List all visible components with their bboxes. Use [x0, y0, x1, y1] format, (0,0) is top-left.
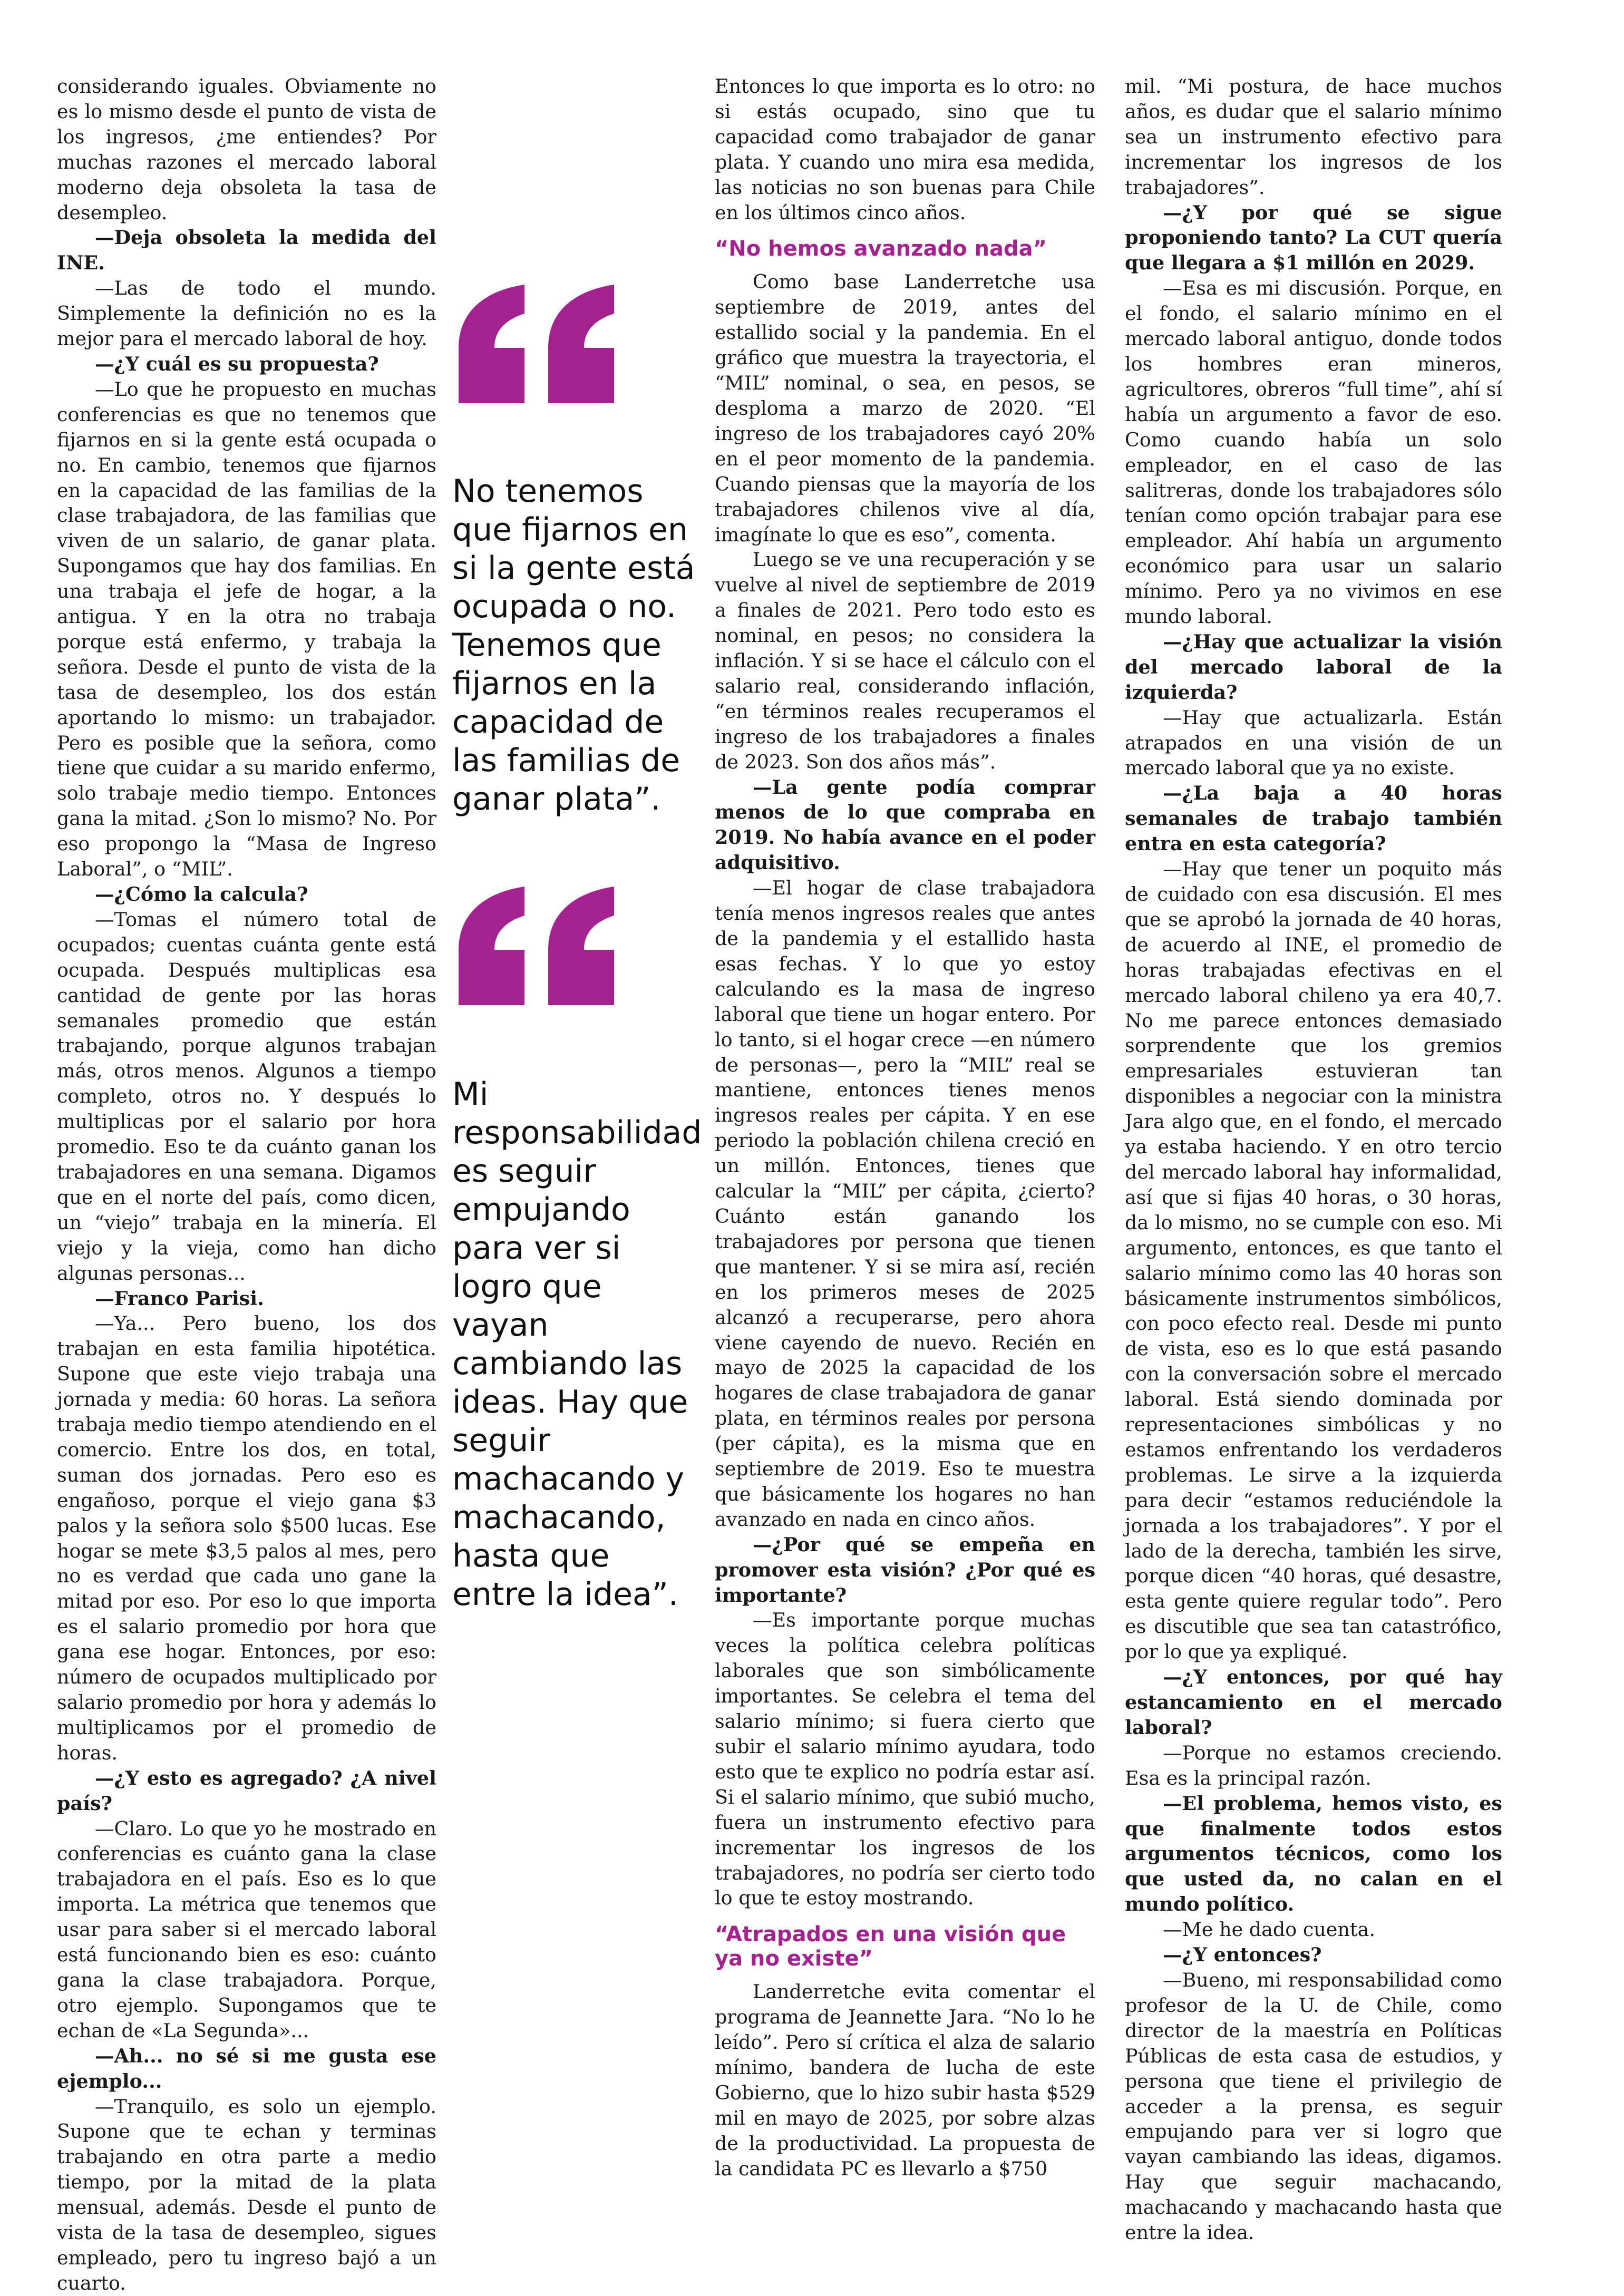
- interview-answer: —Porque no estamos creciendo. Esa es la principal razón.: [1125, 1741, 1502, 1789]
- interview-answer: —Hay que actualizarla. Están atrapados en una visión de un mercado laboral que ya no existe.: [1125, 706, 1502, 780]
- interview-answer: —Hay que tener un poquito más de cuidado con esa discusión. El mes que se aprobó la jornada de 40 horas, de acuerdo al INE, el promedio de horas trabajadas efectivas en el mercado laboral chileno ya era 40,7. No me parece entonces demasiado sorprendente que los gremios empresariales estuvieran tan disponibles a negociar con la ministra Jara algo que, en el fondo, el mercado ya estaba haciendo. Y en otro tercio del mercado laboral hay informalidad, así que si fijas 40 horas, o 30 horas, da lo mismo, no se cumple con eso. Mi argumento, entonces, es que tanto el salario mínimo como las 40 horas son básicamente instrumentos simbólicos, con poco efecto real. Desde mi punto de vista, eso es lo que está pasando con la conversación sobre el mercado laboral. Está siendo dominada por representaciones simbólicas y no estamos enfrentando los verdaderos problemas. Le sirve a la izquierda para decir “estamos reduciéndole la jornada a los trabajadores”. Y por el lado de la derecha, también les sirve, porque dicen “40 horas, qué desastre, esta gente quiere regular todo”. Pero es discutible que sea tan catastrófico, por lo que ya expliqué.: [1125, 858, 1502, 1663]
- section-subhead: “No hemos avanzado nada”: [715, 237, 1047, 261]
- interview-answer: —Me he dado cuenta.: [1163, 1918, 1375, 1941]
- interview-question: —¿Y cuál es su propuesta?: [95, 352, 379, 375]
- article-column-2: [715, 74, 1095, 2182]
- interview-answer: —Lo que he propuesto en muchas conferencias es que no tenemos que fijarnos en si la gente está ocupada o no. En cambio, tenemos que fijarnos en la capacidad de las familias de la clase trabajadora, de las familias que viven de un salario, de ganar plata. Supongamos que hay dos familias. En una trabaja el jefe de hogar, a la antigua. Y en la otra no trabaja porque está enfermo, y trabaja la señora. Desde el punto de vista de la tasa de desempleo, los dos están aportando lo mismo: un trabajador. Pero es posible que la señora, como tiene que cuidar a su marido enfermo, solo trabaje medio tiempo. Entonces gana la mitad. ¿Son lo mismo? No. Por eso propongo la “Masa de Ingreso Laboral”, o “MIL”.: [57, 377, 436, 881]
- interview-question: —Ah... no sé si me gusta ese ejemplo...: [57, 2044, 436, 2093]
- interview-question: —¿Hay que actualizar la visión del mercado laboral de la izquierda?: [1125, 630, 1502, 704]
- interview-question: —¿Y por qué se sigue proponiendo tanto? La CUT quería que llegara a $1 millón en 2029.: [1125, 201, 1502, 275]
- interview-question: —¿Cómo la calcula?: [95, 883, 308, 906]
- paragraph: Luego se ve una recuperación y se vuelve al nivel de septiembre de 2019 a finales de 2021. Pero todo esto es nominal, en pesos; no considera la inflación. Y si se hace el cálculo con el salario real, considerando inflación, “en términos reales recuperamos el ingreso de los trabajadores a finales de 2023. Son dos años más”.: [715, 548, 1095, 773]
- interview-answer: —Bueno, mi responsabilidad como profesor de la U. de Chile, como director de la maestría en Políticas Públicas de esta casa de estudios, y persona que tiene el privilegio de acceder a la prensa, es seguir empujando para ver si logro que vayan cambiando las ideas, digamos. Hay que seguir machacando, machacando y machacando hasta que entre la idea.: [1125, 1968, 1502, 2244]
- interview-answer: —Tomas el número total de ocupados; cuentas cuánta gente está ocupada. Después multiplicas esa cantidad de gente por las horas semanales promedio que están trabajando, porque algunos trabajan más, otros menos. Algunos a tiempo completo, otros no. Y después lo multiplicas por el salario por hora promedio. Eso te da cuánto ganan los trabajadores en una semana. Digamos que en el norte del país, como dicen, un “viejo” trabaja en la minería. El viejo y la vieja, como han dicho algunas personas...: [57, 908, 436, 1285]
- pull-quote: Mi responsabilidad es seguir empujando para ver si logro que vayan cambiando las ideas. Hay que seguir machacando y machacando, hasta que entre la idea”.: [452, 1076, 702, 1613]
- paragraph: Entonces lo que importa es lo otro: no si estás ocupado, sino que tu capacidad como trabajador de ganar plata. Y cuando uno mira esa medida, las noticias no son buenas para Chile en los últimos cinco años.: [715, 75, 1095, 224]
- interview-answer: —Tranquilo, es solo un ejemplo. Supone que te echan y terminas trabajando en otra parte a medio tiempo, por la mitad de la plata mensual, además. Desde el punto de vista de la tasa de desempleo, sigues empleado, pero tu ingreso bajó a un cuarto.: [57, 2095, 436, 2294]
- paragraph: mil. “Mi postura, de hace muchos años, es dudar que el salario mínimo sea un instrumento efectivo para incrementar los ingresos de los trabajadores”.: [1125, 75, 1502, 199]
- interview-answer: —Es importante porque muchas veces la política celebra políticas laborales que son simbólicamente importantes. Se celebra el tema del salario mínimo; si fuera cierto que subir el salario mínimo ayudara, todo esto que te explico no podría estar así. Si el salario mínimo, que subió mucho, fuera un instrumento efectivo para incrementar los ingresos de los trabajadores, no podría ser cierto todo lo que te estoy mostrando.: [715, 1609, 1095, 1910]
- quote-mark-icon: [453, 285, 622, 406]
- interview-question: —¿La baja a 40 horas semanales de trabajo también entra en esta categoría?: [1125, 782, 1502, 855]
- interview-question: —¿Por qué se empeña en promover esta visión? ¿Por qué es importante?: [715, 1533, 1095, 1607]
- interview-question: —Deja obsoleta la medida del INE.: [57, 226, 436, 275]
- interview-answer: —Las de todo el mundo. Simplemente la definición no es la mejor para el mercado laboral de hoy.: [57, 277, 436, 351]
- interview-answer: —El hogar de clase trabajadora tenía menos ingresos reales que antes de la pandemia y el estallido hasta esas fechas. Y lo que yo estoy calculando es la masa de ingreso laboral que tiene un hogar entero. Por lo tanto, si el hogar crece —en número de personas—, pero la “MIL” real se mantiene, entonces tienes menos ingresos reales per cápita. Y en ese periodo la población chilena creció en un millón. Entonces, tienes que calcular la “MIL” per cápita, ¿cierto? Cuánto están ganando los trabajadores por persona que tienen que mantener. Y si se mira así, recién en los primeros meses de 2025 alcanzó a recuperarse, pero ahora viene cayendo de nuevo. Recién en mayo de 2025 la capacidad de los hogares de clase trabajadora de ganar plata, en términos reales por persona (per cápita), es la misma que en septiembre de 2019. Eso te muestra que básicamente los hogares no han avanzado en nada en cinco años.: [715, 877, 1095, 1531]
- interview-question: —Franco Parisi.: [95, 1287, 264, 1310]
- interview-question: —La gente podía comprar menos de lo que compraba en 2019. No había avance en el poder adquisitivo.: [715, 775, 1095, 874]
- paragraph: considerando iguales. Obviamente no es lo mismo desde el punto de vista de los ingresos, ¿me entiendes? Por muchas razones el mercado laboral moderno deja obsoleta la tasa de desempleo.: [57, 75, 436, 224]
- interview-question: —¿Y entonces, por qué hay estancamiento en el mercado laboral?: [1125, 1666, 1502, 1739]
- quote-mark-icon: [453, 887, 622, 1008]
- interview-question: —¿Y entonces?: [1163, 1943, 1322, 1967]
- pull-quote: No tenemos que fijarnos en si la gente está ocupada o no. Tenemos que fijarnos en la capacidad de las familias de ganar plata”.: [452, 473, 695, 818]
- interview-answer: —Esa es mi discusión. Porque, en el fondo, el salario mínimo en el mercado laboral antiguo, donde todos los hombres eran mineros, agricultores, obreros “full time”, ahí sí había un argumento a favor de eso. Como cuando había un solo empleador, en el caso de las salitreras, donde los trabajadores sólo tenían como opción trabajar para ese empleador. Ahí había un argumento económico para usar un salario mínimo. Pero ya no vivimos en ese mundo laboral.: [1125, 277, 1502, 628]
- interview-answer: —Ya... Pero bueno, los dos trabajan en esta familia hipotética. Supone que este viejo trabaja una jornada y media: 60 horas. La señora trabaja medio tiempo atendiendo en el comercio. Entre los dos, en total, suman dos jornadas. Pero eso es engañoso, porque el viejo gana $3 palos y la señora solo $500 lucas. Ese hogar se mete $3,5 palos al mes, pero no es verdad que cada uno gane la mitad por eso. Por eso lo que importa es el salario promedio por hora que gana ese hogar. Entonces, por eso: número de ocupados multiplicado por salario promedio por hora y además lo multiplicamos por el promedio de horas.: [57, 1312, 436, 1764]
- interview-question: —El problema, hemos visto, es que finalmente todos estos argumentos técnicos, como los que usted da, no calan en el mundo político.: [1125, 1792, 1502, 1916]
- article-column-1: [57, 74, 436, 2296]
- interview-question: —¿Y esto es agregado? ¿A nivel país?: [57, 1766, 436, 1815]
- interview-answer: —Claro. Lo que yo he mostrado en conferencias es cuánto gana la clase trabajadora en el país. Eso es lo que importa. La métrica que tenemos que usar para saber si el mercado laboral está funcionando bien es eso: cuánto gana la clase trabajadora. Porque, otro ejemplo. Supongamos que te echan de «La Segunda»...: [57, 1817, 436, 2042]
- paragraph: Como base Landerretche usa septiembre de 2019, antes del estallido social y la pandemia. En el gráfico que muestra la trayectoria, el “MIL” nominal, o sea, en pesos, se desploma a marzo de 2020. “El ingreso de los trabajadores cayó 20% en el peor momento de la pandemia. Cuando piensas que la mayoría de los trabajadores chilenos vive al día, imagínate lo que es eso”, comenta.: [715, 270, 1095, 546]
- section-subhead: “Atrapados en una visión que ya no existe”: [715, 1922, 1066, 1971]
- article-column-3: [1125, 74, 1502, 2245]
- paragraph: Landerretche evita comentar el programa de Jeannette Jara. “No lo he leído”. Pero sí crítica el alza de salario mínimo, bandera de lucha de este Gobierno, que lo hizo subir hasta $529 mil en mayo de 2025, por sobre alzas de la productividad. La propuesta de la candidata PC es llevarlo a $750: [715, 1980, 1095, 2180]
